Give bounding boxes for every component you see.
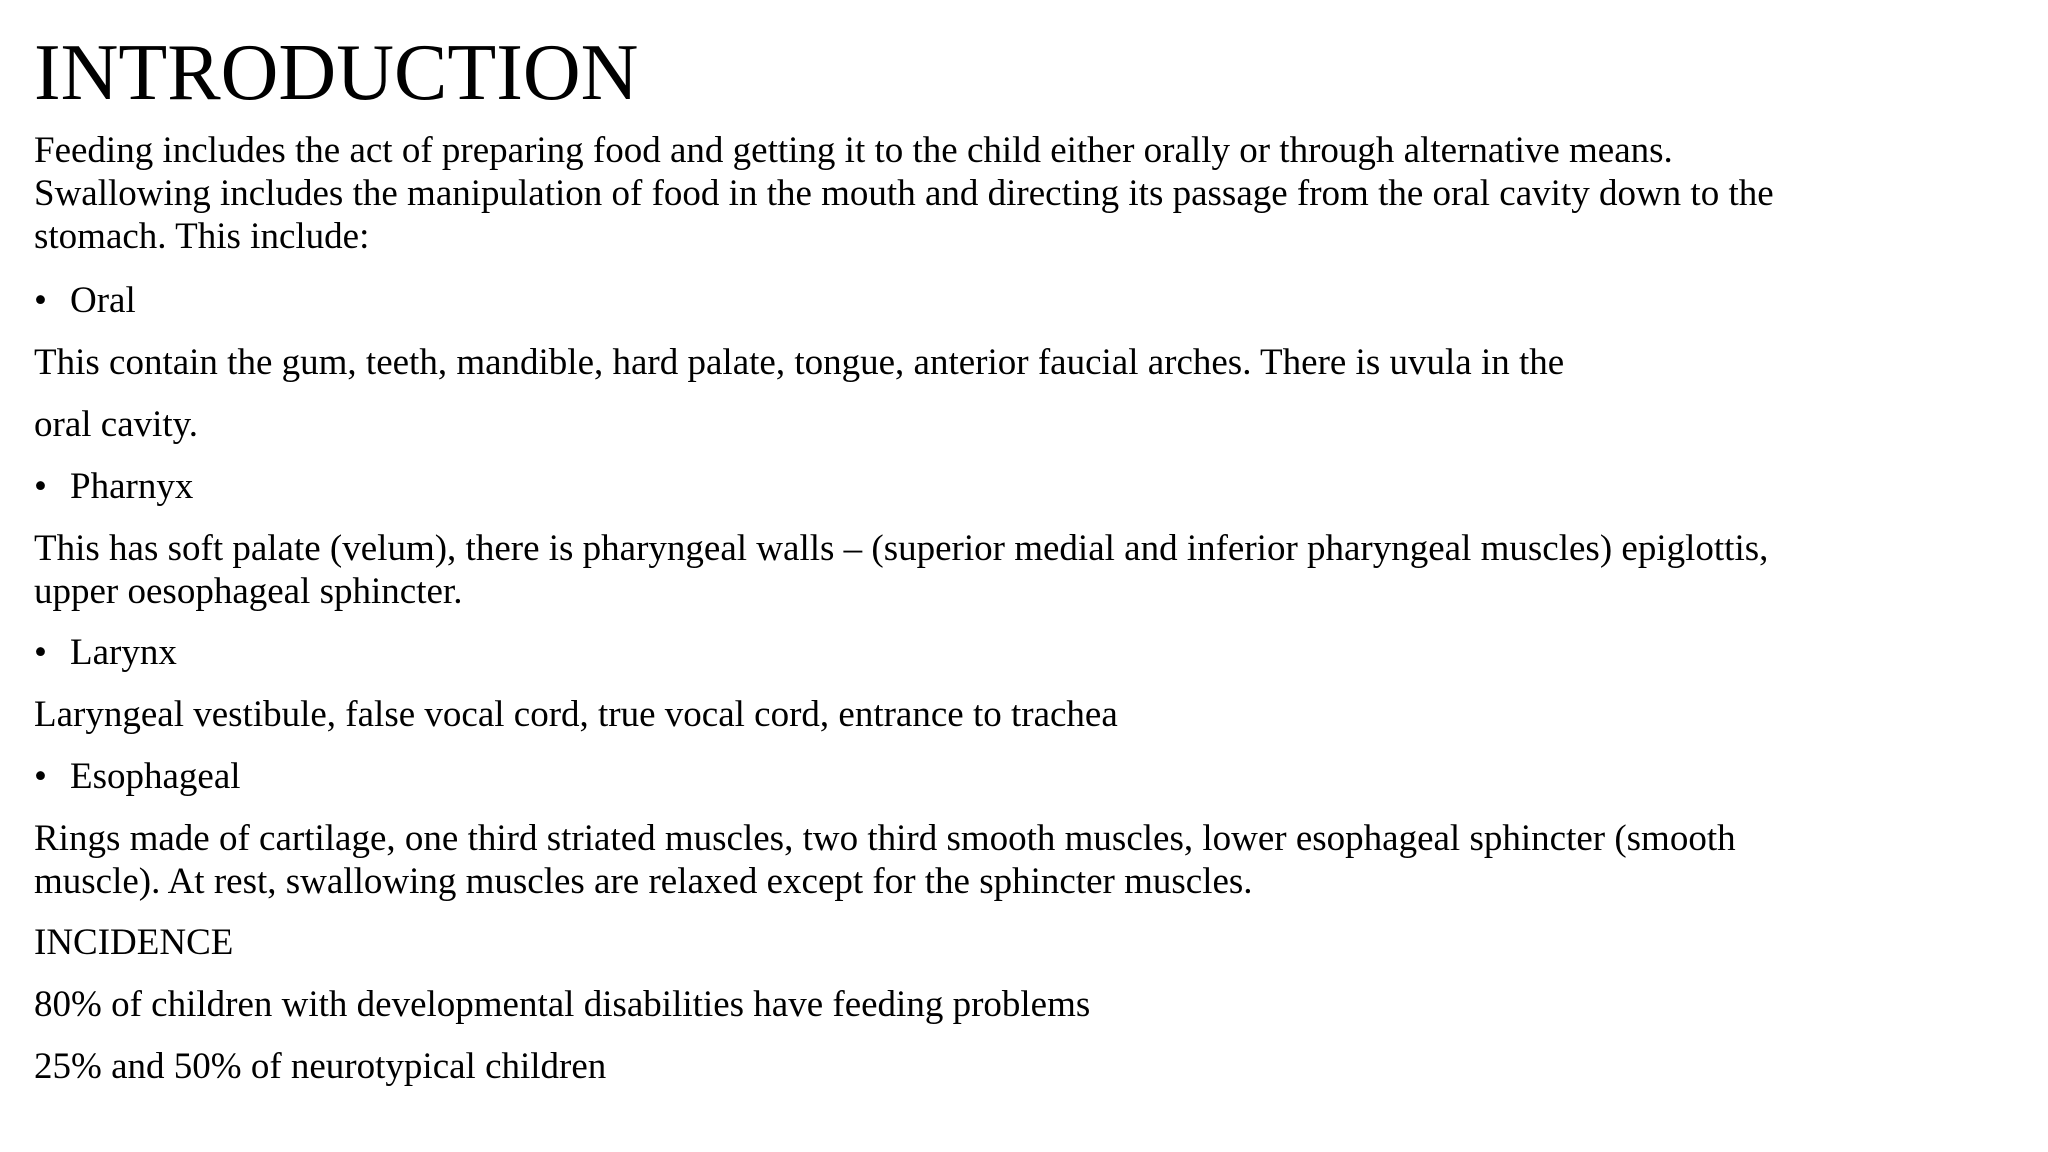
description-line: muscle). At rest, swallowing muscles are relaxed except for the sphincter muscles. <box>34 861 1253 902</box>
slide-title: INTRODUCTION <box>34 29 639 117</box>
intro-line: stomach. This include: <box>34 216 370 257</box>
bullet-icon: • <box>34 756 47 797</box>
description-line: upper oesophageal sphincter. <box>34 571 463 612</box>
description-line: Rings made of cartilage, one third striated muscles, two third smooth muscles, lower esophageal sphincter (smooth <box>34 818 1736 859</box>
bullet-icon: • <box>34 466 47 507</box>
bullet-heading: Larynx <box>70 632 177 673</box>
description-line: This contain the gum, teeth, mandible, hard palate, tongue, anterior faucial arches. There is uvula in the <box>34 342 1565 383</box>
section-heading: INCIDENCE <box>34 922 234 963</box>
incidence-stat-2 <box>34 1045 606 1088</box>
intro-line: Swallowing includes the manipulation of food in the mouth and directing its passage from the oral cavity down to the <box>34 173 1774 214</box>
intro-paragraph <box>34 129 1774 258</box>
incidence-line: 25% and 50% of neurotypical children <box>34 1046 607 1087</box>
description-line: Laryngeal vestibule, false vocal cord, true vocal cord, entrance to trachea <box>34 694 1118 735</box>
incidence-stat-1 <box>34 983 1090 1026</box>
bullet-item-larynx <box>34 631 177 674</box>
incidence-line: 80% of children with developmental disabilities have feeding problems <box>34 984 1091 1025</box>
bullet-heading: Esophageal <box>70 756 241 797</box>
bullet-item-esophageal <box>34 755 241 798</box>
larynx-description <box>34 693 1118 736</box>
pharnyx-description <box>34 527 1768 613</box>
oral-description-continued <box>34 403 198 446</box>
intro-line: Feeding includes the act of preparing food and getting it to the child either orally or through alternative means. <box>34 130 1673 171</box>
bullet-heading: Pharnyx <box>70 466 194 507</box>
bullet-item-pharnyx <box>34 465 193 508</box>
bullet-heading: Oral <box>70 280 136 321</box>
description-line: This has soft palate (velum), there is pharyngeal walls – (superior medial and inferior pharyngeal muscles) epiglottis, <box>34 528 1769 569</box>
esophageal-description <box>34 817 1736 903</box>
description-line: oral cavity. <box>34 404 199 445</box>
bullet-icon: • <box>34 632 47 673</box>
bullet-icon: • <box>34 280 47 321</box>
bullet-item-oral <box>34 279 136 322</box>
incidence-heading <box>34 921 233 964</box>
oral-description <box>34 341 1564 384</box>
